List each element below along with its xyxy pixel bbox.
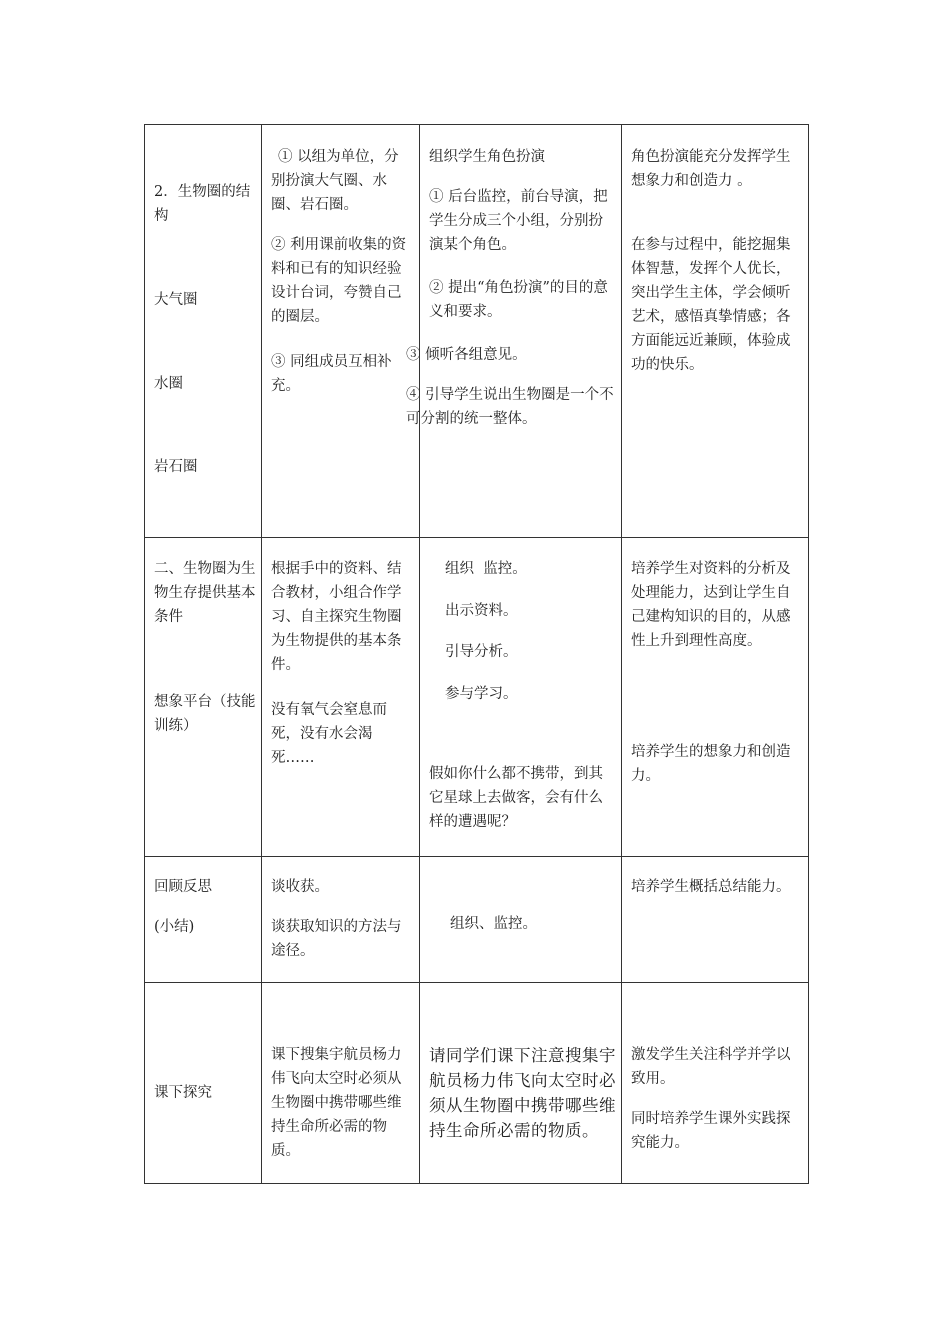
cell-text: 没有氧气会窒息而死，没有水会渴死……: [271, 702, 387, 766]
cell-text: 二、生物圈为生物生存提供基本条件: [154, 561, 256, 625]
cell-text: 谈收获。: [271, 879, 329, 895]
cell-text: 培养学生的想象力和创造力。: [631, 744, 791, 784]
cell-text: 课下搜集宇航员杨力伟飞向太空时必须从生物圈中携带哪些维持生命所必需的物质。: [271, 1047, 402, 1159]
cell-text: 同时培养学生课外实践探究能力。: [631, 1111, 791, 1151]
table-cell: [145, 857, 262, 983]
cell-text: 在参与过程中，能挖掘集体智慧，发挥个人优长，突出学生主体，学会倾听艺术，感悟真挚情感；各方面能远近兼顾，体验成功的快乐。: [631, 237, 791, 373]
cell-text: 假如你什么都不携带，到其它星球上去做客，会有什么样的遭遇呢？: [429, 766, 603, 830]
cell-text: 岩石圈: [154, 459, 198, 475]
table-row: [145, 983, 809, 1184]
cell-text: 请同学们课下注意搜集宇航员杨力伟飞向太空时必须从生物圈中携带哪些维持生命所必需的物质。: [429, 1046, 616, 1140]
cell-text: 回顾反思: [154, 879, 212, 895]
cell-text: ① 后台监控，前台导演，把学生分成三个小组，分别扮演某个角色。: [429, 189, 608, 253]
cell-text: 大气圈: [154, 292, 198, 308]
table-cell: [145, 538, 262, 857]
cell-text: ② 利用课前收集的资料和已有的知识经验设计台词，夸赞自己的圈层。: [271, 237, 407, 325]
cell-text: 组织学生角色扮演: [429, 149, 545, 165]
cell-text: ④ 引导学生说出生物圈是一个不可分割的统一整体。: [406, 387, 614, 427]
table-cell: [145, 125, 262, 538]
cell-text: ① 以组为单位，分别扮演大气圈、水圈、岩石圈。: [271, 149, 399, 213]
cell-text: ② 提出“角色扮演”的目的意义和要求。: [429, 280, 608, 320]
table-row: [145, 125, 809, 538]
cell-text: 出示资料。: [445, 603, 518, 619]
cell-text: ③ 同组成员互相补充。: [271, 354, 392, 394]
table-cell: [420, 538, 622, 857]
cell-text: 组织 监控。: [445, 561, 527, 577]
cell-text: 角色扮演能充分发挥学生想象力和创造力 。: [631, 149, 791, 189]
cell-text: 根据手中的资料、结合教材，小组合作学习、自主探究生物圈为生物提供的基本条件。: [271, 561, 402, 673]
table-cell: [622, 538, 809, 857]
table-row: [145, 857, 809, 983]
table-cell: [262, 538, 420, 857]
table-cell: [622, 983, 809, 1184]
table-cell: [262, 983, 420, 1184]
cell-text: 2．生物圈的结构: [154, 184, 251, 224]
table-cell: [622, 125, 809, 538]
table-cell: [262, 857, 420, 983]
table-row: [145, 538, 809, 857]
cell-text: 谈获取知识的方法与途径。: [271, 919, 402, 959]
table-cell: [406, 125, 622, 538]
cell-text: 激发学生关注科学并学以致用。: [631, 1047, 791, 1087]
cell-text: 培养学生概括总结能力。: [631, 879, 791, 895]
cell-text: 引导分析。: [445, 644, 518, 660]
cell-text: (小结): [154, 919, 195, 935]
cell-text: 组织、监控。: [450, 916, 537, 932]
table-cell: [145, 983, 262, 1184]
cell-text: 课下探究: [154, 1085, 212, 1101]
lesson-plan-table: [144, 124, 809, 1184]
cell-text: 想象平台（技能训练）: [154, 694, 256, 734]
table-cell: [262, 125, 420, 538]
table-cell: [622, 857, 809, 983]
cell-text: 水圈: [154, 376, 183, 392]
cell-text: 培养学生对资料的分析及处理能力，达到让学生自己建构知识的目的，从感性上升到理性高度。: [631, 561, 791, 649]
table-cell: [420, 983, 622, 1184]
table-cell: [420, 857, 622, 983]
cell-text: ③ 倾听各组意见。: [406, 347, 527, 363]
cell-text: 参与学习。: [445, 686, 518, 702]
